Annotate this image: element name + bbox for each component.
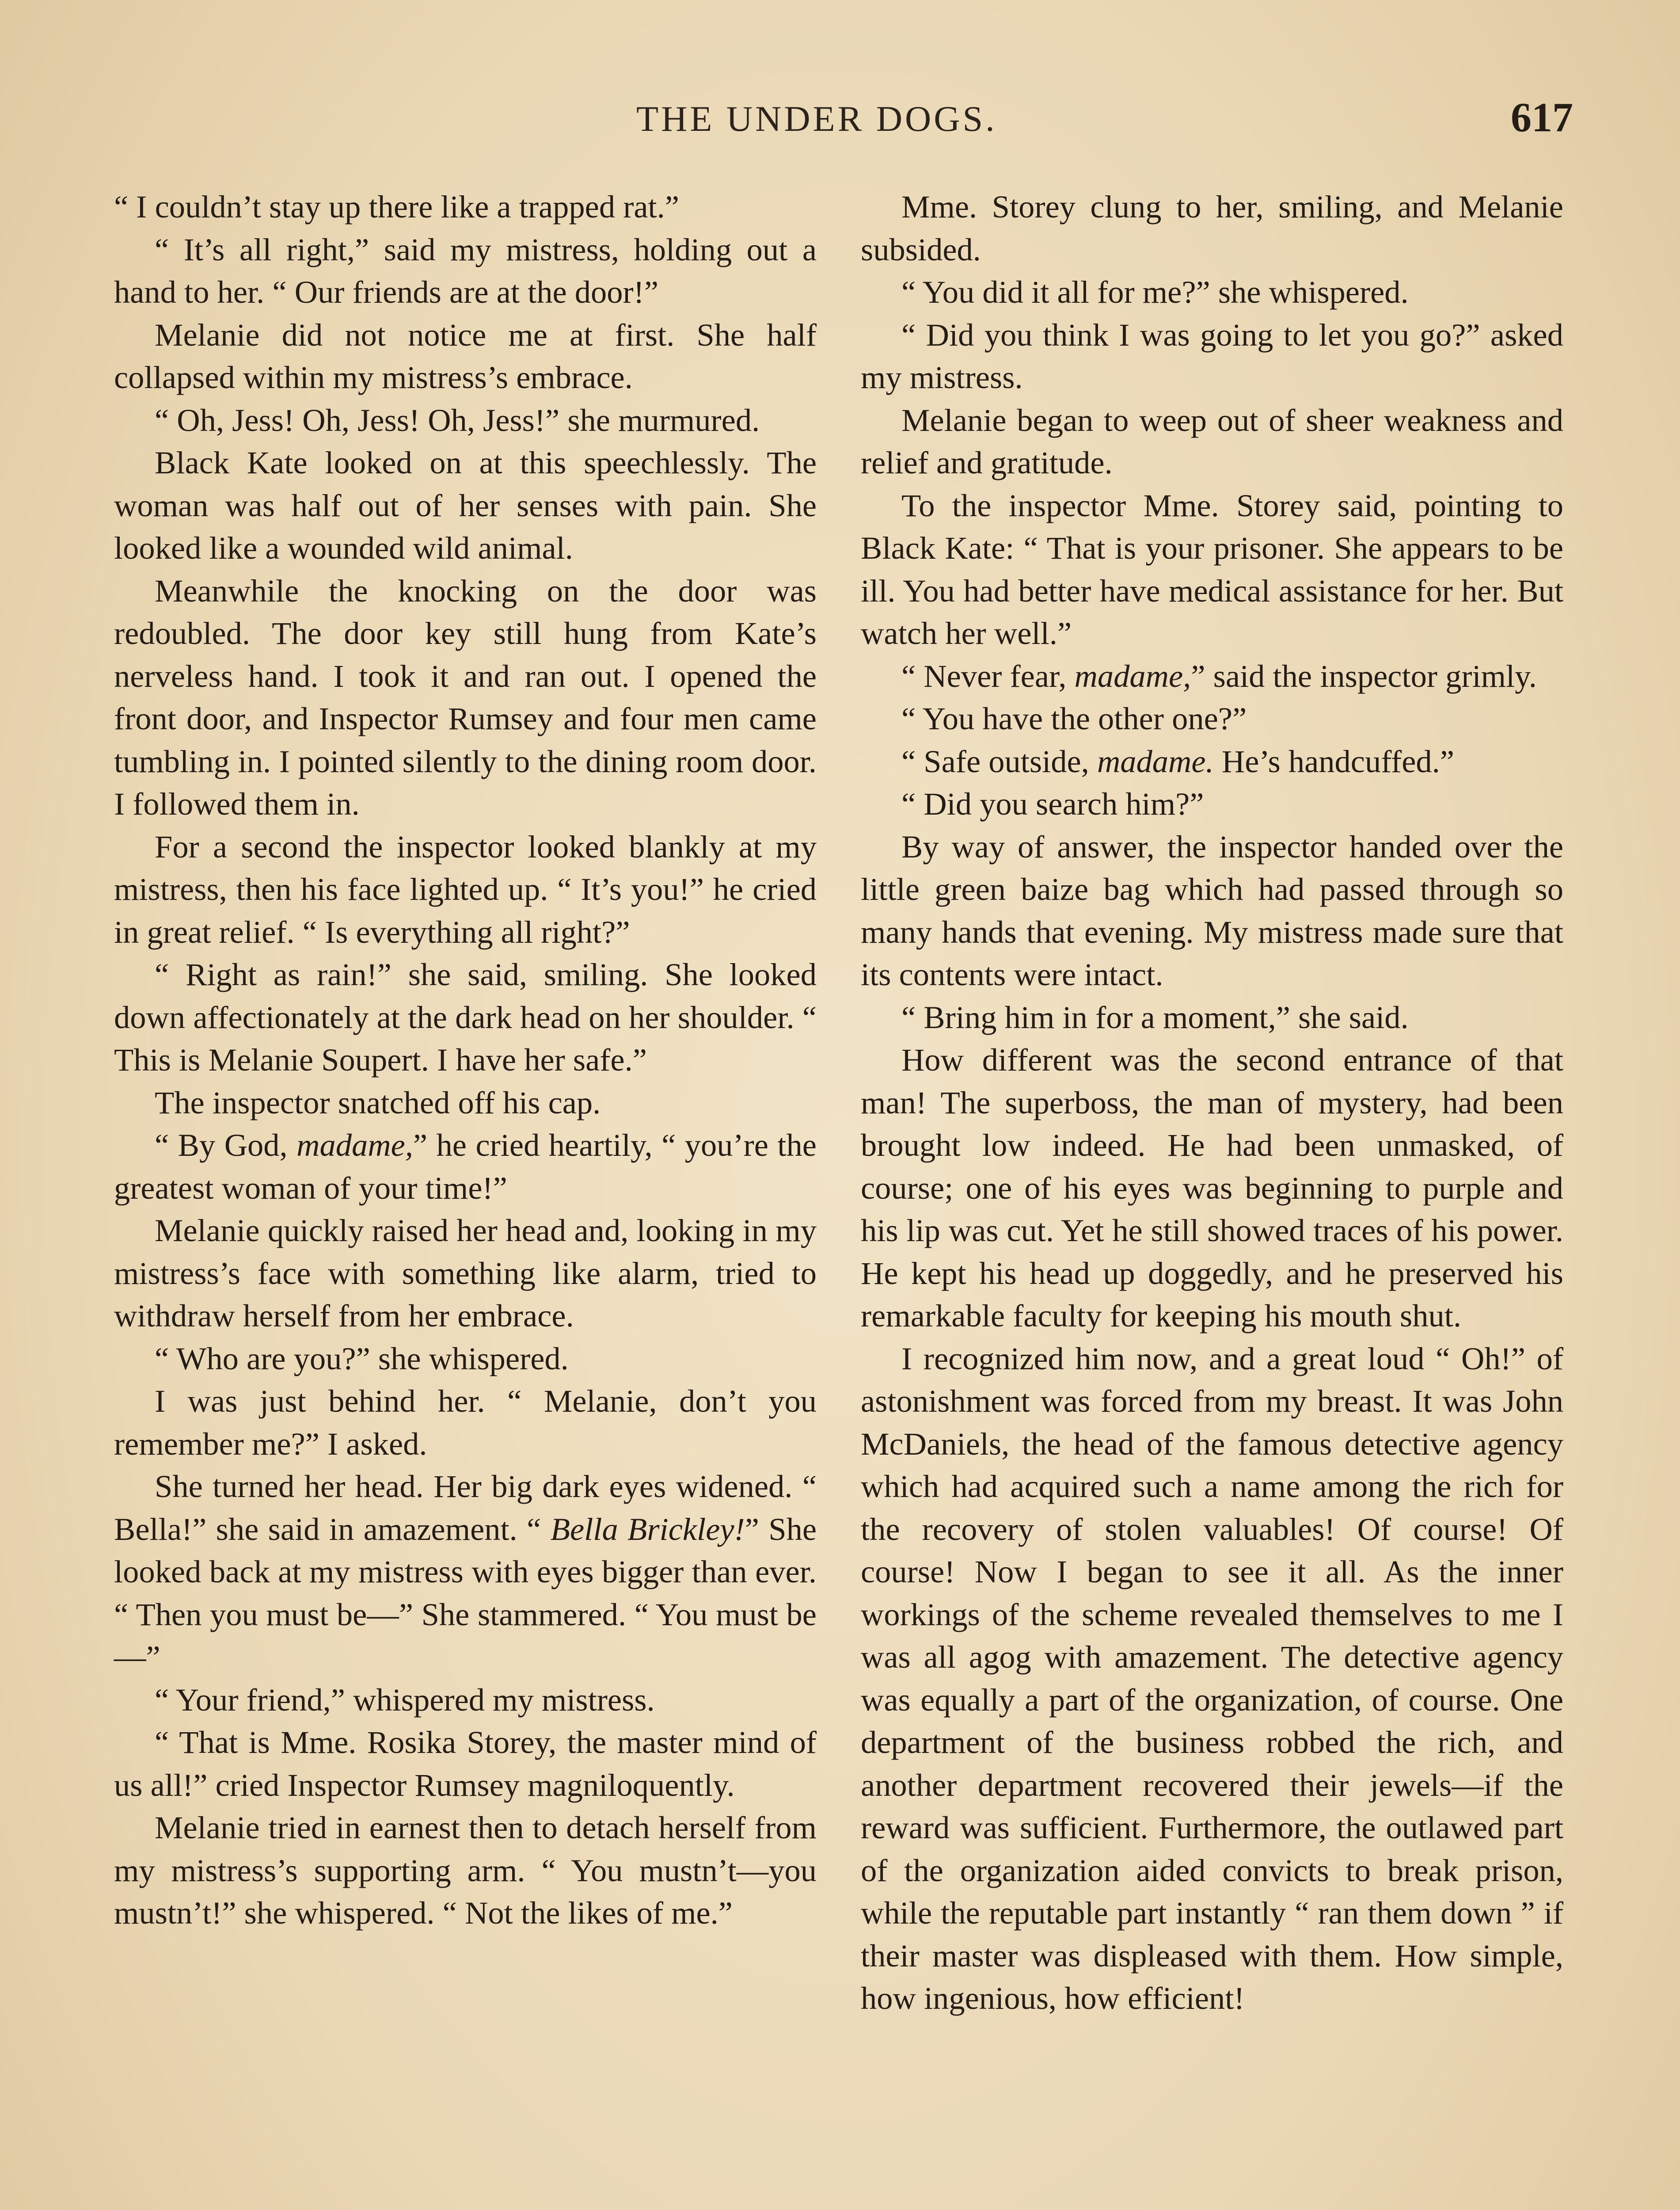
paragraph-text: ” said the inspector grimly. <box>1191 658 1537 694</box>
paragraph-text: “ Did you think I was going to let you go?” asked my mistress. <box>861 316 1563 395</box>
paragraph <box>861 314 1563 399</box>
paragraph <box>114 229 817 314</box>
paragraph-text: Melanie quickly raised her head and, looking in my mistress’s face with something like alarm, tried to withdraw herself from her embrace. <box>114 1212 817 1334</box>
paragraph <box>114 826 817 954</box>
paragraph <box>861 399 1563 484</box>
page-number: 617 <box>1511 95 1573 141</box>
paragraph-text: I recognized him now, and a great loud “ Oh!” of astonishment was forced from my breast. It was John McDaniels, the head of the famous detective agency which had acquired such a name among the rich for the recovery of stolen valuables! Of course! Of course! Now I began to see it all. As the inner workings of the scheme revealed themselves to me I was all agog with amazement. The detective agency was equally a part of the organization, of course. One department of the business robbed the rich, and another department recovered their jewels—if the reward was sufficient. Furthermore, the outlawed part of the organization aided convicts to break prison, while the reputable part instantly “ ran them down ” if their master was displeased with them. How simple, how ingenious, how efficient! <box>861 1340 1563 2016</box>
paragraph-text: The inspector snatched off his cap. <box>155 1084 601 1120</box>
paragraph-text: ” She looked back at my mistress with eyes bigger than ever. “ Then you must be—” She stammered. “ You must be—” <box>114 1511 817 1675</box>
paragraph-text: “ Bring him in for a moment,” she said. <box>901 999 1409 1035</box>
paragraph <box>861 996 1563 1039</box>
paragraph <box>861 826 1563 996</box>
paragraph-text: “ Oh, Jess! Oh, Jess! Oh, Jess!” she murmured. <box>155 402 760 438</box>
paragraph-text: Melanie began to weep out of sheer weakness and relief and gratitude. <box>861 402 1563 480</box>
paragraph-text: She turned her head. Her big dark eyes widened. “ Bella!” she said in amazement. “ <box>114 1468 817 1547</box>
paragraph-text: He’s handcuffed.” <box>1213 743 1454 779</box>
paragraph <box>114 570 817 826</box>
paragraph <box>114 1806 817 1935</box>
paragraph <box>114 1380 817 1465</box>
paragraph <box>861 484 1563 655</box>
paragraph-text: “ By God, <box>155 1127 297 1163</box>
paragraph <box>861 783 1563 826</box>
paragraph-text: I was just behind her. “ Melanie, don’t you remember me?” I asked. <box>114 1383 817 1462</box>
running-title: THE UNDER DOGS. <box>636 99 997 139</box>
right-text-column <box>861 186 1563 2020</box>
paragraph-text: By way of answer, the inspector handed over the little green baize bag which had passed through so many hands that evening. My mistress made sure that its contents were intact. <box>861 828 1563 992</box>
paragraph-text: “ You did it all for me?” she whispered. <box>901 274 1409 310</box>
paragraph-text: “ That is Mme. Rosika Storey, the master mind of us all!” cried Inspector Rumsey magniloquently. <box>114 1724 817 1803</box>
paragraph-text: “ I couldn’t stay up there like a trapped rat.” <box>114 189 679 225</box>
paragraph <box>114 1465 817 1679</box>
italic-text: madame, <box>1074 658 1191 694</box>
paragraph <box>114 953 817 1082</box>
paragraph <box>114 442 817 570</box>
paragraph-text: To the inspector Mme. Storey said, pointing to Black Kate: “ That is your prisoner. She appears to be ill. You had better have medical assistance for her. But watch her well.” <box>861 487 1563 651</box>
paragraph <box>114 1679 817 1722</box>
paragraph-text: Melanie did not notice me at first. She half collapsed within my mistress’s embrace. <box>114 316 817 395</box>
paragraph-text: How different was the second entrance of that man! The superboss, the man of mystery, had been brought low indeed. He had been unmasked, of course; one of his eyes was beginning to purple and his lip was cut. Yet he still showed traces of his power. He kept his head up doggedly, and he preserved his remarkable faculty for keeping his mouth shut. <box>861 1042 1563 1334</box>
italic-text: Bella Brickley! <box>550 1511 745 1547</box>
paragraph <box>861 740 1563 783</box>
paragraph <box>114 1209 817 1337</box>
paragraph <box>114 399 817 442</box>
paragraph-text: Melanie tried in earnest then to detach herself from my mistress’s supporting arm. “ You mustn’t—you mustn’t!” she whispered. “ Not the likes of me.” <box>114 1810 817 1931</box>
italic-text: madame, <box>296 1127 413 1163</box>
paragraph-text: “ You have the other one?” <box>901 701 1247 736</box>
paragraph <box>114 1337 817 1380</box>
paragraph-text: “ Right as rain!” she said, smiling. She looked down affectionately at the dark head on her shoulder. “ This is Melanie Soupert. I have her safe.” <box>114 956 817 1078</box>
italic-text: madame. <box>1097 743 1214 779</box>
paragraph <box>861 697 1563 740</box>
paragraph-text: Meanwhile the knocking on the door was redoubled. The door key still hung from Kate’s nerveless hand. I took it and ran out. I opened the front door, and Inspector Rumsey and four men came tumbling in. I pointed silently to the dining room door. I followed them in. <box>114 572 817 822</box>
paragraph <box>861 271 1563 314</box>
paragraph-text: “ Your friend,” whispered my mistress. <box>155 1681 655 1718</box>
paragraph <box>114 314 817 399</box>
paragraph <box>114 1721 817 1806</box>
paragraph-text: Black Kate looked on at this speechlessly. The woman was half out of her senses with pain. She looked like a wounded wild animal. <box>114 445 817 566</box>
paragraph <box>114 186 817 229</box>
paragraph <box>114 1124 817 1209</box>
paragraph <box>861 186 1563 271</box>
paragraph-text: “ It’s all right,” said my mistress, holding out a hand to her. “ Our friends are at the door!” <box>114 231 817 310</box>
paragraph-text: For a second the inspector looked blankly at my mistress, then his face lighted up. “ It’s you!” he cried in great relief. “ Is everything all right?” <box>114 828 817 950</box>
paragraph-text: “ Who are you?” she whispered. <box>155 1340 569 1376</box>
paragraph <box>861 1039 1563 1337</box>
left-text-column <box>114 186 817 1935</box>
paragraph <box>861 1337 1563 2020</box>
paragraph-text: “ Did you search him?” <box>901 786 1204 822</box>
paragraph-text: “ Safe outside, <box>901 743 1097 779</box>
paragraph-text: “ Never fear, <box>901 658 1075 694</box>
paragraph <box>114 1082 817 1124</box>
paragraph <box>861 655 1563 698</box>
paragraph-text: Mme. Storey clung to her, smiling, and Melanie subsided. <box>861 189 1563 267</box>
paragraph-text: ” he cried heartily, “ you’re the greatest woman of your time!” <box>114 1127 817 1206</box>
